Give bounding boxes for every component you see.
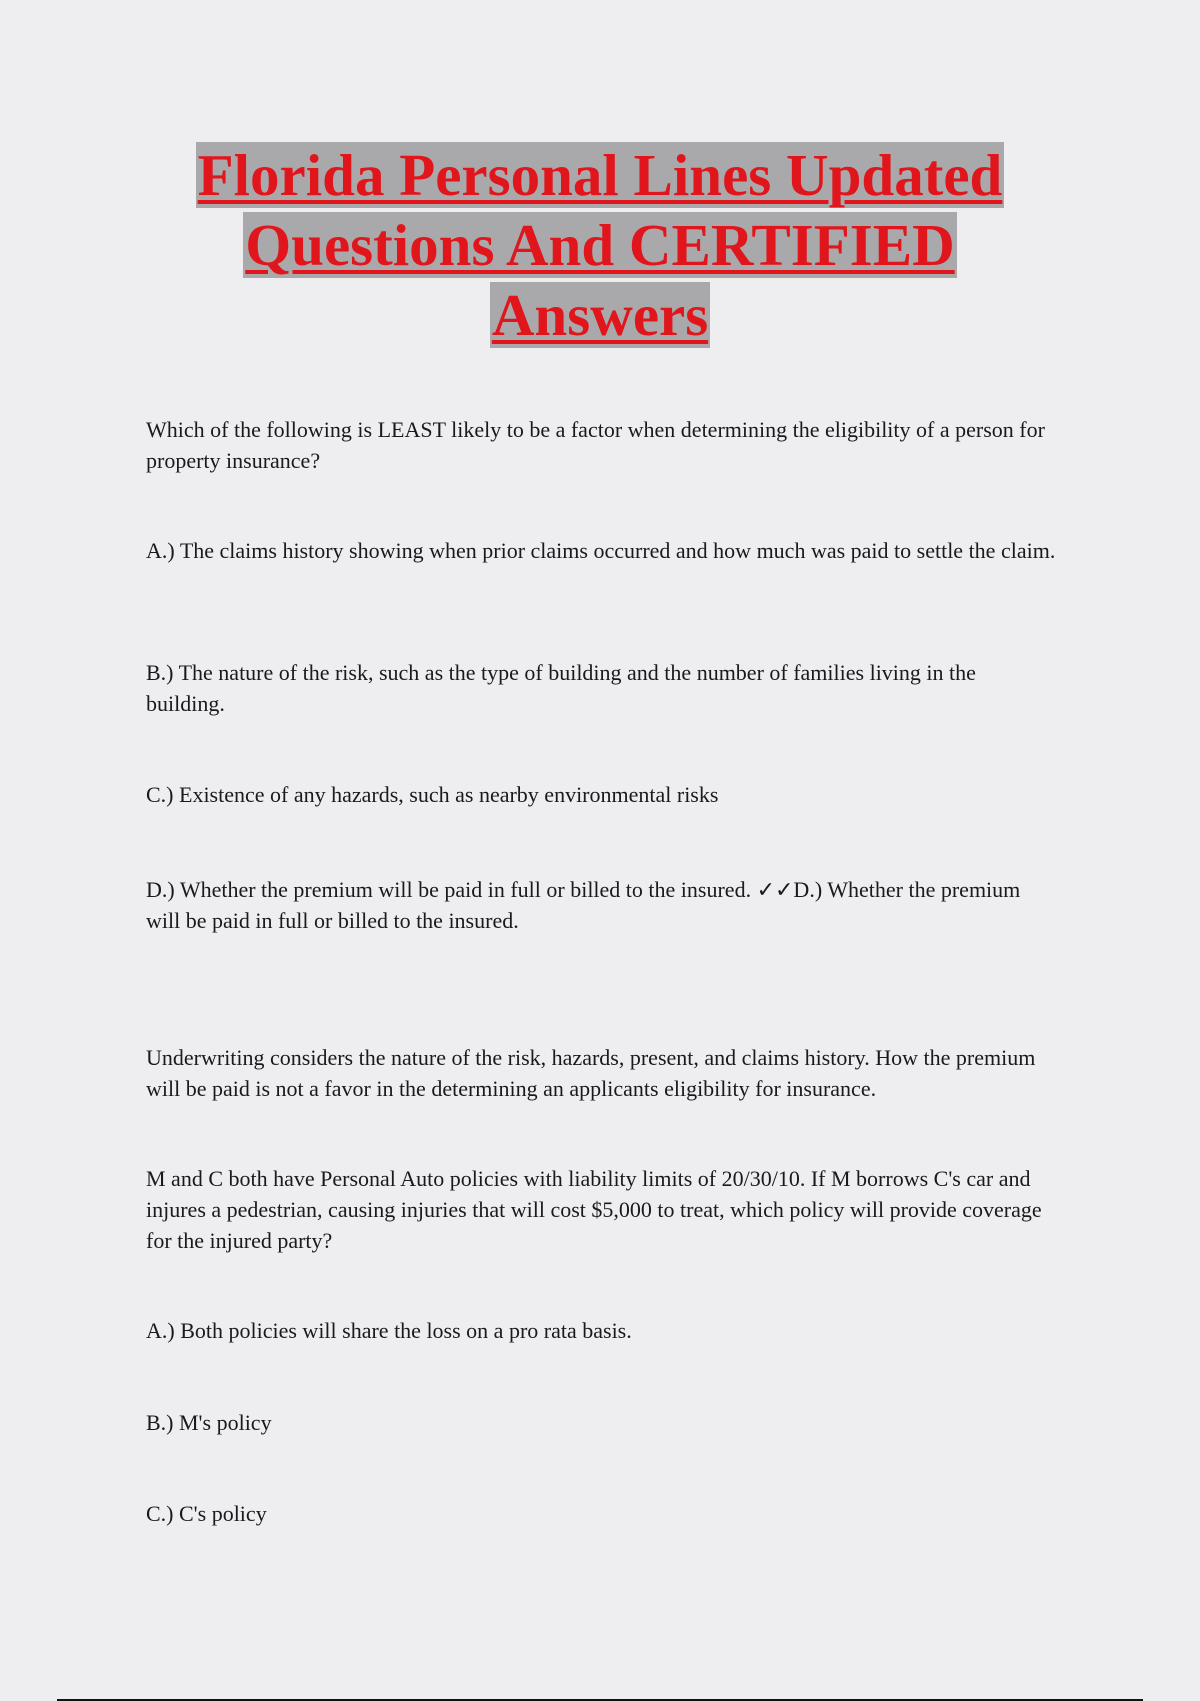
question-1-option-d-answer: D.) Whether the premium will be paid in full or billed to the insured. ✓✓D.) Whether the premium will be paid in full or billed to the insured. (146, 877, 1021, 933)
question-1-explanation: Underwriting considers the nature of the risk, hazards, present, and claims history. How the premium will be paid is not a favor in the determining an applicants eligibility for insurance. (146, 1045, 1036, 1101)
question-1-option-c: C.) Existence of any hazards, such as nearby environmental risks (146, 782, 719, 807)
question-1-option-a: A.) The claims history showing when prior claims occurred and how much was paid to settle the claim. (146, 538, 1056, 563)
question-2-option-c: C.) C's policy (146, 1501, 267, 1526)
title-line-3: Answers (491, 282, 709, 348)
question-2-text: M and C both have Personal Auto policies with liability limits of 20/30/10. If M borrows C's car and injures a pedestrian, causing injuries that will cost $5,000 to treat, which policy will provide coverage for the injured party? (146, 1166, 1042, 1253)
title-line-1: Florida Personal Lines Updated (197, 142, 1003, 208)
title-line-2: Questions And CERTIFIED (245, 212, 955, 278)
document-title (0, 140, 1200, 350)
question-1-text: Which of the following is LEAST likely to be a factor when determining the eligibility of a person for property insurance? (146, 417, 1045, 473)
question-2-option-b: B.) M's policy (146, 1410, 272, 1435)
question-2-option-a: A.) Both policies will share the loss on a pro rata basis. (146, 1318, 632, 1343)
question-1-option-b: B.) The nature of the risk, such as the type of building and the number of families living in the building. (146, 660, 976, 716)
